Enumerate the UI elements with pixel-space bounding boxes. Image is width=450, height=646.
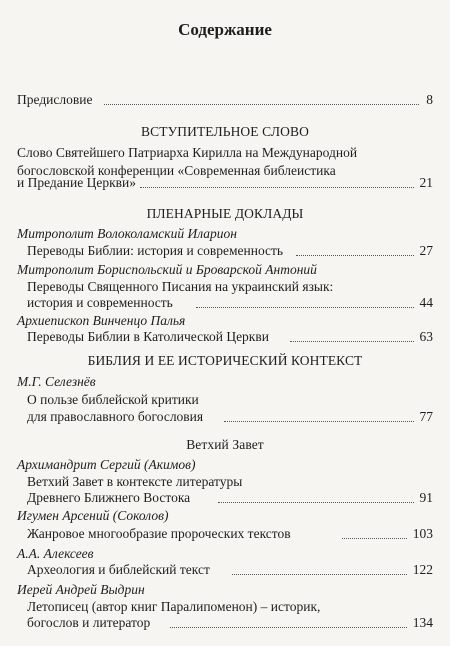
toc-entry-seleznev[interactable]: [0, 409, 450, 427]
dot-leader: [296, 254, 414, 256]
toc-entry-paglia[interactable]: [0, 329, 450, 347]
entry-title-line: Ветхий Завет в контексте литературы: [27, 474, 243, 489]
entry-title-line: Древнего Ближнего Востока: [27, 490, 191, 505]
toc-entry-sergiy[interactable]: [0, 490, 450, 508]
entry-title-line: Летописец (автор книг Паралипоменон) – историк,: [27, 599, 321, 614]
entry-title-line: история и современность: [27, 295, 173, 310]
entry-title-line: для православного богословия: [27, 409, 204, 424]
entry-title-line: Переводы Священного Писания на украинский язык:: [27, 279, 334, 294]
dot-leader: [290, 340, 414, 342]
section-heading-intro: ВСТУПИТЕЛЬНОЕ СЛОВО: [141, 124, 309, 139]
dot-leader: [140, 186, 414, 188]
toc-entry-vydrin[interactable]: [0, 615, 450, 633]
page-number: 91: [419, 490, 433, 505]
page-number: 134: [412, 615, 433, 630]
toc-entry-hilarion[interactable]: [0, 243, 450, 261]
page-number: 21: [419, 175, 433, 190]
entry-author: Архимандрит Сергий (Акимов): [17, 457, 196, 472]
toc-entry-alekseev[interactable]: [0, 562, 450, 580]
page-number: 103: [412, 526, 433, 541]
dot-leader: [196, 306, 414, 308]
entry-title-line: О пользе библейской критики: [27, 392, 199, 407]
dot-leader: [342, 537, 407, 539]
section-heading-plenary: ПЛЕНАРНЫЕ ДОКЛАДЫ: [146, 206, 304, 221]
toc-entry-patriarch-word[interactable]: [0, 175, 450, 193]
entry-title: Жанровое многообразие пророческих текстов: [27, 526, 291, 541]
dot-leader: [104, 103, 419, 105]
dot-leader: [224, 420, 414, 422]
toc-entry-antoniy[interactable]: [0, 295, 450, 313]
entry-title-line: богословской конференции «Современная библеистика: [17, 163, 336, 178]
dot-leader: [218, 501, 414, 503]
entry-author: А.А. Алексеев: [17, 546, 94, 561]
entry-title: Переводы Библии в Католической Церкви: [27, 329, 269, 344]
entry-author: Игумен Арсений (Соколов): [17, 508, 169, 523]
section-heading-old-testament: Ветхий Завет: [186, 437, 264, 452]
entry-author: М.Г. Селезнёв: [17, 374, 96, 389]
entry-title-line: богослов и литератор: [27, 615, 151, 630]
entry-title-line: и Предание Церкви»: [17, 175, 136, 190]
page-number: 63: [419, 329, 433, 344]
section-heading-bible-context: БИБЛИЯ И ЕЕ ИСТОРИЧЕСКИЙ КОНТЕКСТ: [87, 353, 363, 368]
page-number: 122: [412, 562, 433, 577]
toc-entry-arseniy[interactable]: [0, 526, 450, 544]
page-number: 27: [419, 243, 433, 258]
dot-leader: [170, 626, 407, 628]
entry-author: Иерей Андрей Выдрин: [17, 582, 145, 597]
entry-title: Переводы Библии: история и современность: [27, 243, 284, 258]
page-number: 8: [426, 92, 433, 107]
page-title: Содержание: [178, 20, 272, 39]
entry-author: Митрополит Волоколамский Иларион: [17, 226, 237, 241]
entry-author: Митрополит Бориспольский и Броварской Антоний: [17, 262, 317, 277]
entry-title: Археология и библейский текст: [27, 562, 210, 577]
page-number: 77: [419, 409, 433, 424]
entry-title-line: Слово Святейшего Патриарха Кирилла на Международной: [17, 145, 358, 160]
dot-leader: [232, 573, 407, 575]
entry-author: Архиепископ Винченцо Палья: [17, 313, 186, 328]
entry-title: Предисловие: [17, 92, 93, 107]
toc-entry-preface[interactable]: [0, 92, 450, 110]
page-number: 44: [419, 295, 433, 310]
